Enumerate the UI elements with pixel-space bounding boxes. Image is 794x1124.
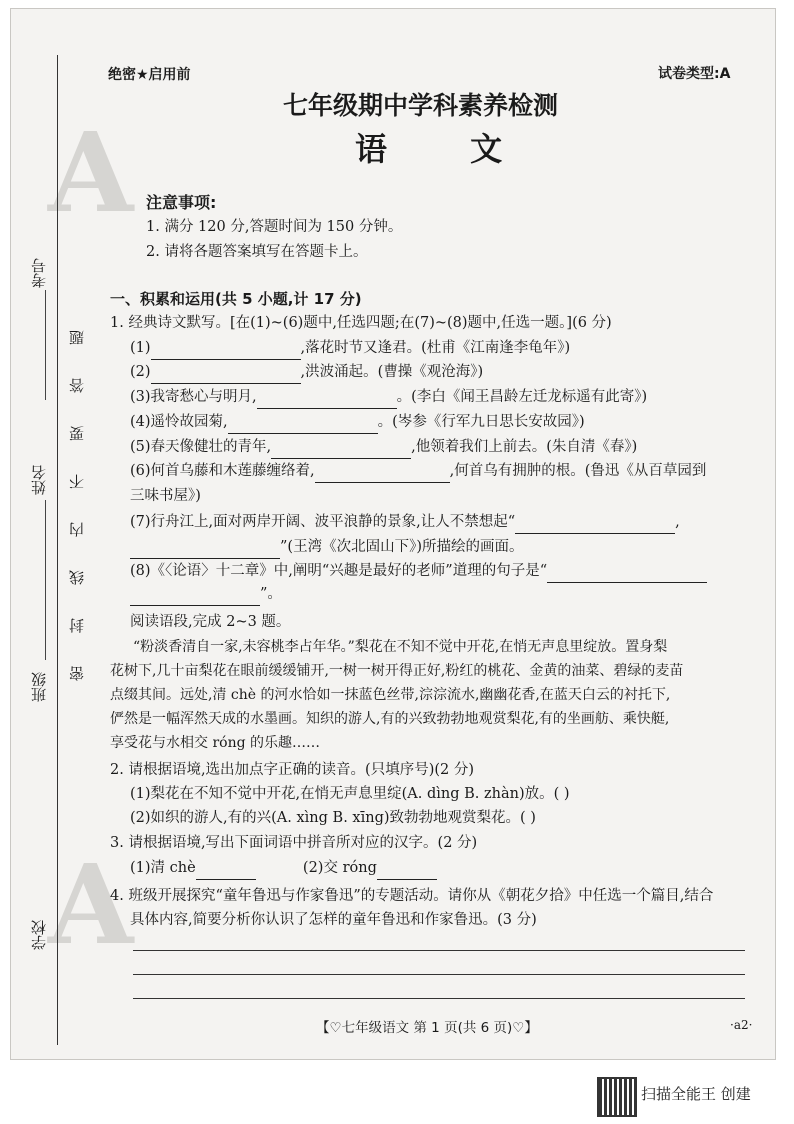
q1-item-5	[130, 435, 637, 459]
passage-line: 俨然是一幅浑然天成的水墨画。知织的游人,有的兴致勃勃地观赏梨花,有的坐画舫、乘快艇,	[110, 711, 670, 727]
q1-item-1	[130, 336, 570, 360]
answer-blank[interactable]	[257, 394, 397, 409]
q1-item-8	[130, 559, 707, 583]
watermark-letter-bottom: A	[48, 840, 134, 969]
q4-stem-cont: 具体内容,简要分析你认识了怎样的童年鲁迅和作家鲁迅。(3 分)	[130, 912, 537, 928]
q1-item-8-cont	[130, 582, 282, 606]
answer-blank[interactable]	[130, 544, 280, 559]
q1-item-2	[130, 360, 483, 384]
q1-2-prefix: (2)	[130, 364, 151, 380]
q2-item-2: (2)如织的游人,有的兴(A. xìng B. xīng)致勃勃地观赏梨花。( )	[130, 810, 536, 826]
answer-blank[interactable]	[196, 865, 256, 880]
answer-line[interactable]	[133, 950, 745, 951]
paper-type: 试卷类型:A	[658, 66, 731, 82]
q3-1-text: (1)清 chè	[130, 860, 196, 876]
q4-stem: 4. 班级开展探究“童年鲁迅与作家鲁迅”的专题活动。请你从《朝花夕拾》中任选一个篇目,结合	[110, 888, 714, 904]
q1-7-suffix: ”(王湾《次北固山下》)所描绘的画面。	[280, 539, 524, 555]
page-title: 七年级期中学科素养检测	[283, 91, 559, 120]
passage-line: 花树下,几十亩梨花在眼前缓缓铺开,一树一树开得正好,粉红的桃花、金黄的油菜、碧绿的麦苗	[110, 663, 684, 679]
passage-line: “粉淡香清自一家,未容桃李占年华。”梨花在不知不觉中开花,在悄无声息里绽放。置身梨	[133, 639, 668, 655]
scanner-brand: 扫描全能王 创建	[641, 1085, 751, 1103]
q3-items	[130, 856, 437, 880]
answer-blank[interactable]	[130, 591, 260, 606]
answer-line[interactable]	[133, 974, 745, 975]
field-exam-number: 考号	[30, 258, 48, 288]
q1-item-3	[130, 385, 647, 409]
q1-item-7	[130, 510, 680, 534]
page-code: ·a2·	[730, 1018, 753, 1032]
q1-5-suffix: ,他领着我们上前去。(朱自清《春》)	[411, 439, 638, 455]
section-heading: 一、积累和运用(共 5 小题,计 17 分)	[110, 290, 362, 308]
q1-stem: 1. 经典诗文默写。[在(1)~(6)题中,任选四题;在(7)~(8)题中,任选一题。](6 分)	[110, 315, 612, 331]
q1-7-text: (7)行舟江上,面对两岸开阔、波平浪静的景象,让人不禁想起“	[130, 514, 516, 530]
q1-item-7-cont	[130, 535, 523, 559]
q1-8-text: (8)《〈论语〉十二章》中,阐明“兴趣是最好的老师”道理的句子是“	[130, 563, 548, 579]
watermark-letter-top: A	[48, 108, 134, 237]
qr-code-icon	[597, 1077, 637, 1117]
page-footer: 【♡七年级语文 第 1 页(共 6 页)♡】	[316, 1020, 538, 1036]
reading-intro: 阅读语段,完成 2~3 题。	[130, 614, 291, 630]
q1-2-text: ,洪波涌起。(曹操《观沧海》)	[300, 364, 484, 380]
answer-blank[interactable]	[515, 519, 675, 534]
q1-item-6	[130, 459, 706, 483]
seal-char: 内	[68, 522, 86, 537]
q1-1-text: ,落花时节又逢君。(杜甫《江南逢李龟年》)	[300, 340, 571, 356]
q1-6-text: (6)何首乌藤和木莲藤缠络着,	[130, 463, 315, 479]
q3-2-text: (2)交 róng	[302, 860, 377, 876]
q2-item-1: (1)梨花在不知不觉中开花,在悄无声息里绽(A. dìng B. zhàn)放。( )	[130, 786, 570, 802]
notice-item: 2. 请将各题答案填写在答题卡上。	[146, 244, 368, 260]
q1-7-comma: ,	[675, 514, 680, 530]
q1-4-suffix: 。(岑参《行军九日思长安故园》)	[377, 414, 585, 430]
passage-line: 点缀其间。远处,清 chè 的河水恰如一抹蓝色丝带,淙淙流水,幽幽花香,在蓝天白云的衬托下,	[110, 687, 671, 703]
answer-blank[interactable]	[151, 369, 301, 384]
secret-label: 绝密★启用前	[108, 67, 191, 83]
q1-item-4	[130, 410, 585, 434]
seal-char: 封	[68, 618, 86, 633]
q1-item-6-cont: 三味书屋》)	[130, 488, 201, 504]
answer-blank[interactable]	[271, 444, 411, 459]
notice-item: 1. 满分 120 分,答题时间为 150 分钟。	[146, 219, 403, 235]
q2-stem: 2. 请根据语境,选出加点字正确的读音。(只填序号)(2 分)	[110, 762, 475, 778]
seal-char: 答	[68, 378, 86, 393]
q1-6-suffix: ,何首乌有拥肿的根。(鲁迅《从百草园到	[449, 463, 707, 479]
seal-char: 密	[68, 666, 86, 681]
answer-line[interactable]	[133, 998, 745, 999]
seal-char: 线	[68, 570, 86, 585]
field-class: 班级	[30, 672, 48, 702]
q1-3-text: (3)我寄愁心与明月,	[130, 389, 257, 405]
field-line	[45, 290, 46, 400]
q1-3-suffix: 。(李白《闻王昌龄左迁龙标遥有此寄》)	[396, 389, 648, 405]
answer-blank[interactable]	[547, 568, 707, 583]
q1-4-text: (4)遥怜故园菊,	[130, 414, 228, 430]
seal-char: 要	[68, 426, 86, 441]
binding-line	[57, 55, 58, 1045]
q3-stem: 3. 请根据语境,写出下面词语中拼音所对应的汉字。(2 分)	[110, 835, 478, 851]
field-name: 姓名	[30, 465, 48, 495]
field-school: 学校	[30, 920, 48, 950]
q1-5-text: (5)春天像健壮的青年,	[130, 439, 272, 455]
q1-8-suffix: ”。	[260, 586, 282, 602]
seal-char: 题	[68, 330, 86, 345]
answer-blank[interactable]	[228, 419, 378, 434]
answer-blank[interactable]	[377, 865, 437, 880]
subject-title: 语 文	[355, 130, 539, 168]
seal-char: 不	[68, 474, 86, 489]
answer-blank[interactable]	[315, 468, 450, 483]
notice-title: 注意事项:	[146, 193, 217, 212]
field-line	[45, 500, 46, 660]
q1-1-prefix: (1)	[130, 340, 151, 356]
passage-line: 享受花与水相交 róng 的乐趣……	[110, 735, 320, 751]
answer-blank[interactable]	[151, 345, 301, 360]
